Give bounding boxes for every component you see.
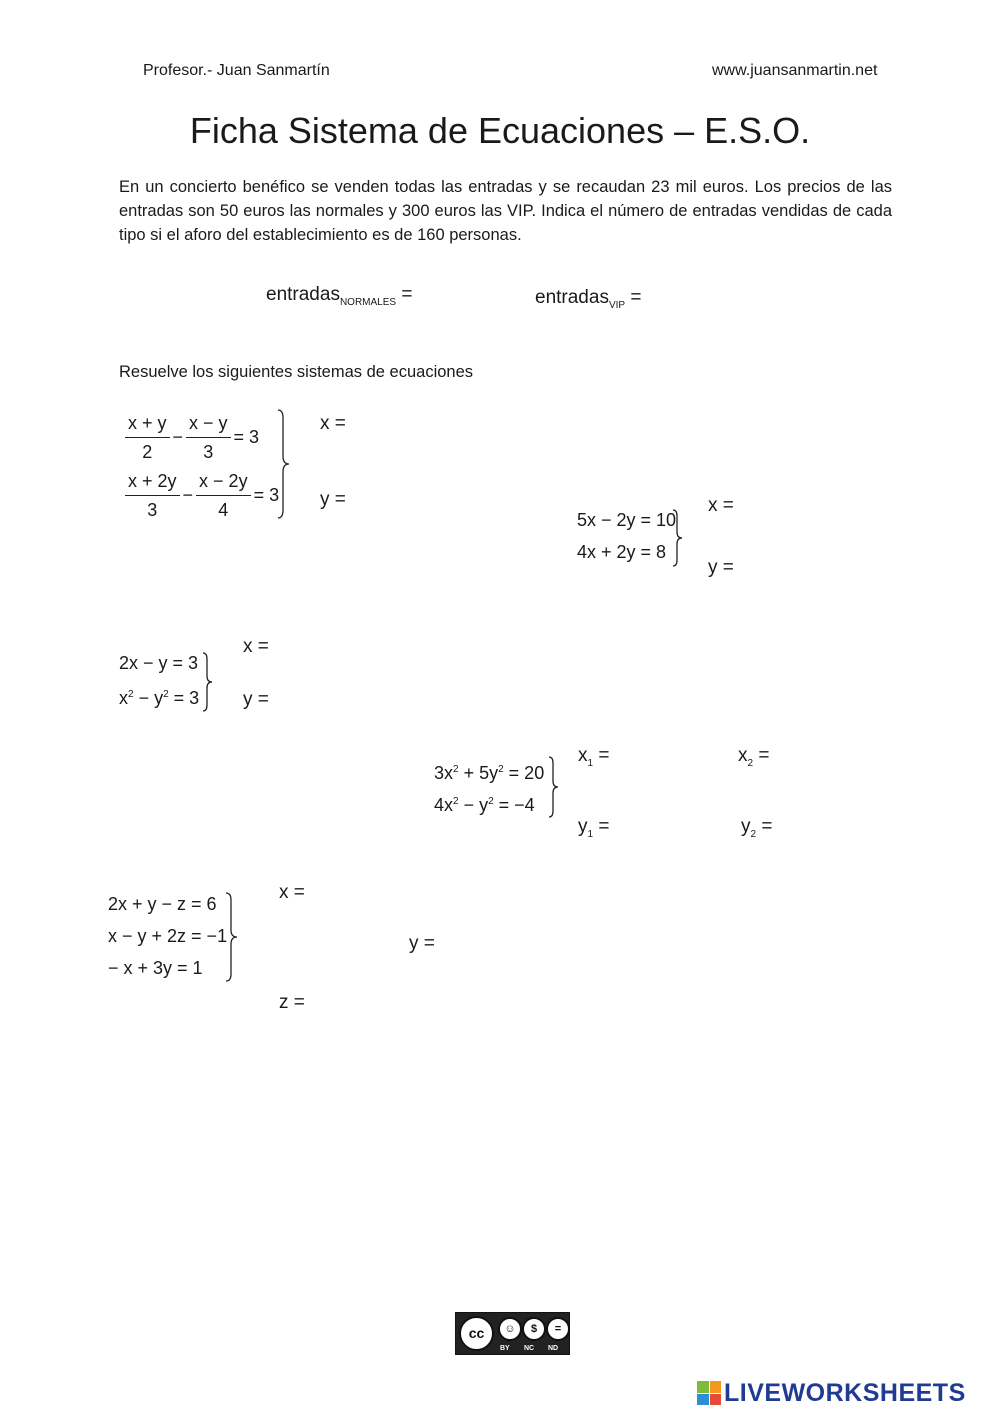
answer-normal-label: entradas <box>266 284 340 305</box>
cc-icon: cc <box>459 1316 494 1351</box>
system5-brace <box>224 891 242 983</box>
system1-frac2: $\frac{x - y}{3}$ <box>186 409 231 466</box>
problem-statement: En un concierto benéfico se venden todas las entradas y se recaudan 23 mil euros. Los precios de las entradas son 50 euros las normales y 300 euros las VIP. Indica el número de entradas vendidas de cada tipo si el aforo del establecimiento es de 160 personas. <box>119 178 892 244</box>
liveworksheets-logo-icon <box>697 1381 721 1405</box>
answer-vip-sub: VIP <box>608 299 626 311</box>
header-website: www.juansanmartin.net <box>712 62 878 79</box>
system4-y2-answer: $y_2$ = <box>741 816 773 840</box>
instruction: Resuelve los siguientes sistemas de ecuaciones <box>119 363 474 381</box>
system2-brace <box>671 508 687 568</box>
answer-normal-tickets <box>266 284 412 308</box>
liveworksheets-wordmark: LIVEWORKSHEETS <box>724 1378 966 1407</box>
header-author: Profesor.- Juan Sanmartín <box>143 62 330 79</box>
system2-eq1: 5x − 2y = 10 <box>577 510 677 530</box>
system5 <box>108 888 227 984</box>
system1-frac3: $\frac{x + 2y}{3}$ <box>125 467 180 524</box>
noderivs-icon: = <box>546 1317 570 1341</box>
system5-y-answer: y = <box>409 933 435 954</box>
noncommercial-icon: $ <box>522 1317 546 1341</box>
system5-x-answer: x = <box>279 882 305 903</box>
system5-eq3: − x + 3y = 1 <box>108 958 203 978</box>
system5-eq2: x − y + 2z = −1 <box>108 926 228 946</box>
system3 <box>119 647 199 711</box>
system2-eq2: 4x + 2y = 8 <box>577 542 667 562</box>
system4-eq2: $4x^2 - y^2 = -4$ <box>434 795 535 815</box>
by-person-icon: ☺ <box>498 1317 522 1341</box>
system1-frac1: $\frac{x + y}{2}$ <box>125 409 170 466</box>
system1-brace <box>275 408 295 520</box>
liveworksheets-brand[interactable] <box>697 1380 966 1406</box>
system3-eq2: $x^2 - y^2 = 3$ <box>119 688 200 708</box>
system3-eq1: 2x − y = 3 <box>119 653 199 673</box>
system2 <box>577 504 676 568</box>
system4 <box>434 754 544 818</box>
answer-vip-label: entradas <box>535 287 609 308</box>
cc-nd-label: ND <box>548 1345 559 1352</box>
system1-row1: $\frac{x + y}{2}$ − $\frac{x - y}{3}$ = 3 <box>125 408 279 466</box>
system3-brace <box>201 651 217 713</box>
answer-vip-eq: = <box>630 287 642 308</box>
system4-x2-answer: $x_2$ = <box>738 745 770 769</box>
system4-y1-answer: $y_1$ = <box>578 816 610 840</box>
system5-eq1: 2x + y − z = 6 <box>108 894 217 914</box>
system1-row2: $\frac{x + 2y}{3}$ − $\frac{x - 2y}{4}$ = 3 <box>125 466 279 524</box>
system1-y-answer: y = <box>320 489 346 510</box>
system2-y-answer: y = <box>708 557 734 578</box>
system4-x1-answer: $x_1$ = <box>578 745 610 769</box>
cc-nc-label: NC <box>524 1345 535 1352</box>
system1-x-answer: x = <box>320 413 346 434</box>
system3-x-answer: x = <box>243 636 269 657</box>
system5-z-answer: z = <box>279 992 305 1013</box>
answer-normal-eq: = <box>401 284 413 305</box>
system1-frac4: $\frac{x - 2y}{4}$ <box>196 467 251 524</box>
answer-normal-sub: NORMALES <box>339 296 397 308</box>
system3-y-answer: y = <box>243 689 269 710</box>
system1 <box>125 408 279 524</box>
page-title: Ficha Sistema de Ecuaciones – E.S.O. <box>189 110 811 151</box>
answer-vip-tickets <box>535 287 641 311</box>
creative-commons-badge <box>455 1312 570 1355</box>
cc-by-label: BY <box>500 1345 510 1352</box>
system4-brace <box>547 755 563 819</box>
system4-eq1: $3x^2 + 5y^2 = 20$ <box>434 763 545 783</box>
system2-x-answer: x = <box>708 495 734 516</box>
